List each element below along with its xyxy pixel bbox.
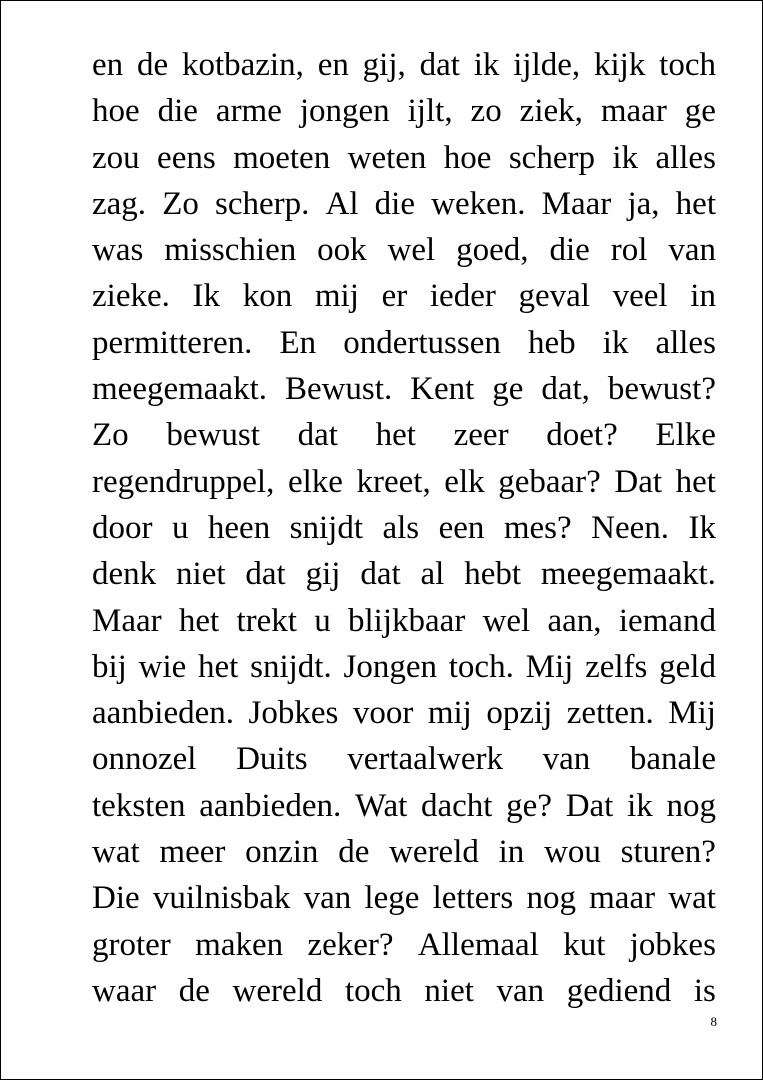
word: geval bbox=[518, 278, 590, 315]
word: dat bbox=[297, 417, 338, 454]
word: het bbox=[198, 648, 239, 685]
word: heen bbox=[207, 509, 271, 546]
word: een bbox=[438, 509, 485, 546]
word: kon bbox=[242, 278, 293, 315]
text-line bbox=[92, 829, 716, 875]
word: moeten bbox=[233, 139, 331, 176]
word: toch. bbox=[448, 648, 514, 685]
word: Elke bbox=[655, 417, 716, 454]
word: ik bbox=[473, 47, 500, 83]
word: banale bbox=[629, 741, 716, 778]
word: regendruppel, bbox=[92, 463, 275, 500]
word: denk bbox=[92, 556, 157, 593]
word: opzij bbox=[486, 695, 553, 732]
word: snijdt. bbox=[250, 648, 332, 685]
word: En bbox=[279, 324, 317, 361]
word: Jobkes bbox=[248, 695, 339, 732]
word: wou bbox=[544, 834, 601, 871]
word: Allemaal bbox=[417, 926, 539, 963]
text-line bbox=[92, 736, 716, 782]
word: zeer bbox=[453, 417, 509, 454]
word: meegemaakt. bbox=[92, 371, 267, 408]
word: misschien bbox=[164, 232, 297, 269]
word: toch bbox=[659, 47, 716, 83]
word: aan, bbox=[547, 602, 602, 639]
word: wereld bbox=[232, 972, 323, 1009]
word: die bbox=[549, 232, 590, 269]
word: het bbox=[178, 602, 220, 639]
word: niet bbox=[176, 556, 226, 593]
word: nog bbox=[666, 787, 716, 824]
word: het bbox=[675, 185, 716, 222]
text-line bbox=[92, 505, 716, 551]
text-line bbox=[92, 459, 716, 505]
word: alles bbox=[655, 324, 716, 361]
word: iemand bbox=[618, 602, 716, 639]
word: zo bbox=[470, 93, 502, 130]
word: letters bbox=[432, 880, 514, 917]
word: Ik bbox=[192, 278, 221, 315]
word: dat bbox=[245, 556, 286, 593]
word: lege bbox=[364, 880, 420, 917]
text-line bbox=[92, 412, 716, 458]
word: wel bbox=[482, 602, 531, 639]
text-line bbox=[92, 88, 716, 134]
text-line bbox=[92, 366, 716, 412]
text-line bbox=[92, 551, 716, 597]
word: arme bbox=[215, 93, 282, 130]
word: ge bbox=[492, 371, 524, 408]
word: Wat bbox=[354, 787, 408, 824]
word: Zo bbox=[92, 417, 129, 454]
word: maar bbox=[600, 93, 667, 130]
word: mij bbox=[314, 278, 359, 315]
word: kotbazin, bbox=[181, 47, 304, 83]
word: Maar bbox=[541, 185, 612, 222]
word: meegemaakt. bbox=[540, 556, 716, 593]
word: zeker? bbox=[307, 926, 394, 963]
text-line bbox=[92, 181, 716, 227]
body-text bbox=[92, 42, 716, 1014]
word: weken. bbox=[431, 185, 526, 222]
word: Kent bbox=[410, 371, 475, 408]
word: hoe bbox=[92, 93, 140, 130]
word: veel bbox=[612, 278, 668, 315]
word: vuilnisbak bbox=[152, 880, 291, 917]
word: scherp bbox=[508, 139, 595, 176]
text-line bbox=[92, 227, 716, 273]
word: en bbox=[317, 47, 349, 83]
text-line bbox=[92, 690, 716, 736]
word: door bbox=[92, 509, 153, 546]
word: scherp. bbox=[215, 185, 310, 222]
word: kut bbox=[563, 926, 606, 963]
word: Bewust. bbox=[284, 371, 393, 408]
word: wereld bbox=[389, 834, 479, 871]
word: ijlt, bbox=[407, 93, 453, 130]
word: die bbox=[157, 93, 198, 130]
word: als bbox=[382, 509, 420, 546]
word: maken bbox=[195, 926, 284, 963]
word: Zo bbox=[162, 185, 199, 222]
text-line bbox=[92, 968, 716, 1014]
word: mes? bbox=[503, 509, 572, 546]
word: ijlde, bbox=[513, 47, 581, 83]
word: sturen? bbox=[620, 834, 716, 871]
word: hoe bbox=[443, 139, 492, 176]
word: weten bbox=[347, 139, 427, 176]
word: waar bbox=[92, 972, 157, 1009]
text-line bbox=[92, 644, 716, 690]
text-line bbox=[92, 320, 716, 366]
word: hebt bbox=[464, 556, 522, 593]
word: elke bbox=[287, 463, 343, 500]
word: jobkes bbox=[629, 926, 716, 963]
word: onnozel bbox=[92, 741, 197, 778]
word: permitteren. bbox=[92, 324, 253, 361]
word: zag. bbox=[92, 185, 147, 222]
word: ge? bbox=[506, 787, 552, 824]
text-line bbox=[92, 598, 716, 644]
word: is bbox=[693, 972, 716, 1009]
word: zou bbox=[92, 139, 140, 176]
word: aanbieden. bbox=[199, 787, 342, 824]
text-line bbox=[92, 783, 716, 829]
word: ik bbox=[602, 324, 629, 361]
word: wie bbox=[138, 648, 187, 685]
word: rol bbox=[610, 232, 648, 269]
word: alles bbox=[655, 139, 716, 176]
word: de bbox=[136, 47, 169, 83]
word: en bbox=[92, 47, 124, 83]
page-number: 8 bbox=[710, 1014, 717, 1029]
word: dat, bbox=[541, 371, 590, 408]
word: elk bbox=[444, 463, 485, 500]
word: toch bbox=[344, 972, 402, 1009]
word: voor bbox=[352, 695, 414, 732]
word: wel bbox=[387, 232, 436, 269]
word: Duits bbox=[236, 741, 308, 778]
word: het bbox=[675, 463, 716, 500]
word: de bbox=[178, 972, 210, 1009]
word: zieke. bbox=[92, 278, 170, 315]
word: er bbox=[381, 278, 408, 315]
word: ja, bbox=[627, 185, 660, 222]
text-line bbox=[92, 135, 716, 181]
word: Dat bbox=[614, 463, 663, 500]
word: de bbox=[338, 834, 370, 871]
word: aanbieden. bbox=[92, 695, 235, 732]
word: van bbox=[303, 880, 352, 917]
word: u bbox=[171, 509, 189, 546]
word: ondertussen bbox=[343, 324, 501, 361]
word: goed, bbox=[456, 232, 529, 269]
word: ik bbox=[612, 139, 639, 176]
word: blijkbaar bbox=[348, 602, 466, 639]
word: dat bbox=[419, 47, 460, 83]
word: ik bbox=[627, 787, 653, 824]
word: jongen bbox=[299, 93, 390, 130]
word: ieder bbox=[429, 278, 496, 315]
word: ziek, bbox=[519, 93, 583, 130]
word: maar bbox=[589, 880, 656, 917]
word: bewust bbox=[166, 417, 260, 454]
word: Neen. bbox=[591, 509, 669, 546]
word: dat bbox=[360, 556, 401, 593]
word: teksten bbox=[92, 787, 186, 824]
word: kreet, bbox=[356, 463, 431, 500]
word: gebaar? bbox=[498, 463, 601, 500]
word: Ik bbox=[688, 509, 716, 546]
word: kijk bbox=[593, 47, 646, 83]
word: gediend bbox=[566, 972, 672, 1009]
word: geld bbox=[659, 648, 716, 685]
word: meer bbox=[159, 834, 226, 871]
word: in bbox=[690, 278, 716, 315]
word: Dat bbox=[565, 787, 614, 824]
word: Mij bbox=[525, 648, 574, 685]
word: wat bbox=[668, 880, 716, 917]
word: mij bbox=[427, 695, 472, 732]
word: van bbox=[496, 972, 545, 1009]
word: Maar bbox=[92, 602, 162, 639]
word: wat bbox=[92, 834, 140, 871]
word: zelfs bbox=[585, 648, 648, 685]
word: het bbox=[375, 417, 416, 454]
word: was bbox=[92, 232, 144, 269]
word: niet bbox=[424, 972, 474, 1009]
word: Die bbox=[92, 880, 140, 917]
text-line bbox=[92, 273, 716, 319]
word: die bbox=[374, 185, 415, 222]
word: groter bbox=[92, 926, 171, 963]
word: ook bbox=[317, 232, 367, 269]
word: onzin bbox=[245, 834, 319, 871]
word: in bbox=[498, 834, 525, 871]
word: doet? bbox=[546, 417, 618, 454]
word: gij, bbox=[362, 47, 406, 83]
word: eens bbox=[157, 139, 216, 176]
word: heb bbox=[527, 324, 576, 361]
word: al bbox=[420, 556, 445, 593]
word: bewust? bbox=[607, 371, 716, 408]
word: van bbox=[542, 741, 591, 778]
text-line bbox=[92, 875, 716, 921]
word: Al bbox=[325, 185, 359, 222]
word: van bbox=[668, 232, 716, 269]
text-line bbox=[92, 42, 716, 88]
word: bij bbox=[92, 648, 127, 685]
word: gij bbox=[305, 556, 341, 593]
word: nog bbox=[526, 880, 576, 917]
word: u bbox=[314, 602, 331, 639]
word: ge bbox=[684, 93, 716, 130]
word: zetten. bbox=[566, 695, 654, 732]
word: Jongen bbox=[343, 648, 437, 685]
word: dacht bbox=[420, 787, 493, 824]
word: vertaalwerk bbox=[347, 741, 503, 778]
word: snijdt bbox=[289, 509, 364, 546]
text-line bbox=[92, 922, 716, 968]
word: Mij bbox=[668, 695, 716, 732]
word: trekt bbox=[236, 602, 297, 639]
